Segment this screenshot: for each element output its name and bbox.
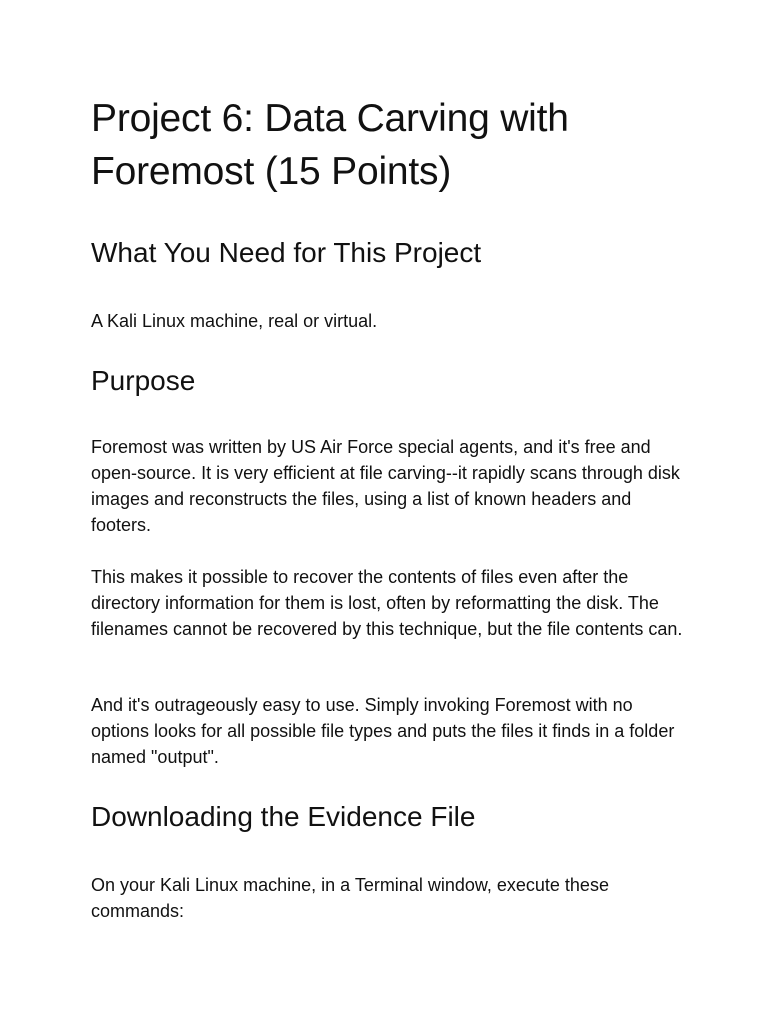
section-heading-downloading: Downloading the Evidence File <box>91 801 476 832</box>
section-heading-purpose: Purpose <box>91 365 196 396</box>
page-title: Project 6: Data Carving with Foremost (15 Points) <box>91 97 569 193</box>
paragraph-what-you-need: A Kali Linux machine, real or virtual. <box>91 311 378 331</box>
paragraph-downloading: On your Kali Linux machine, in a Terminal window, execute these commands: <box>91 875 609 921</box>
paragraph-purpose-2: This makes it possible to recover the contents of files even after the directory information for them is lost, often by reformatting the disk. The filenames cannot be recovered by this technique, but the file contents can. <box>91 567 683 639</box>
paragraph-purpose-3: And it's outrageously easy to use. Simply invoking Foremost with no options looks for all possible file types and puts the files it finds in a folder named "output". <box>91 695 675 767</box>
section-heading-what-you-need: What You Need for This Project <box>91 237 482 268</box>
paragraph-purpose-1: Foremost was written by US Air Force special agents, and it's free and open-source. It is very efficient at file carving--it rapidly scans through disk images and reconstructs the files, using a list of known headers and footers. <box>91 437 680 535</box>
